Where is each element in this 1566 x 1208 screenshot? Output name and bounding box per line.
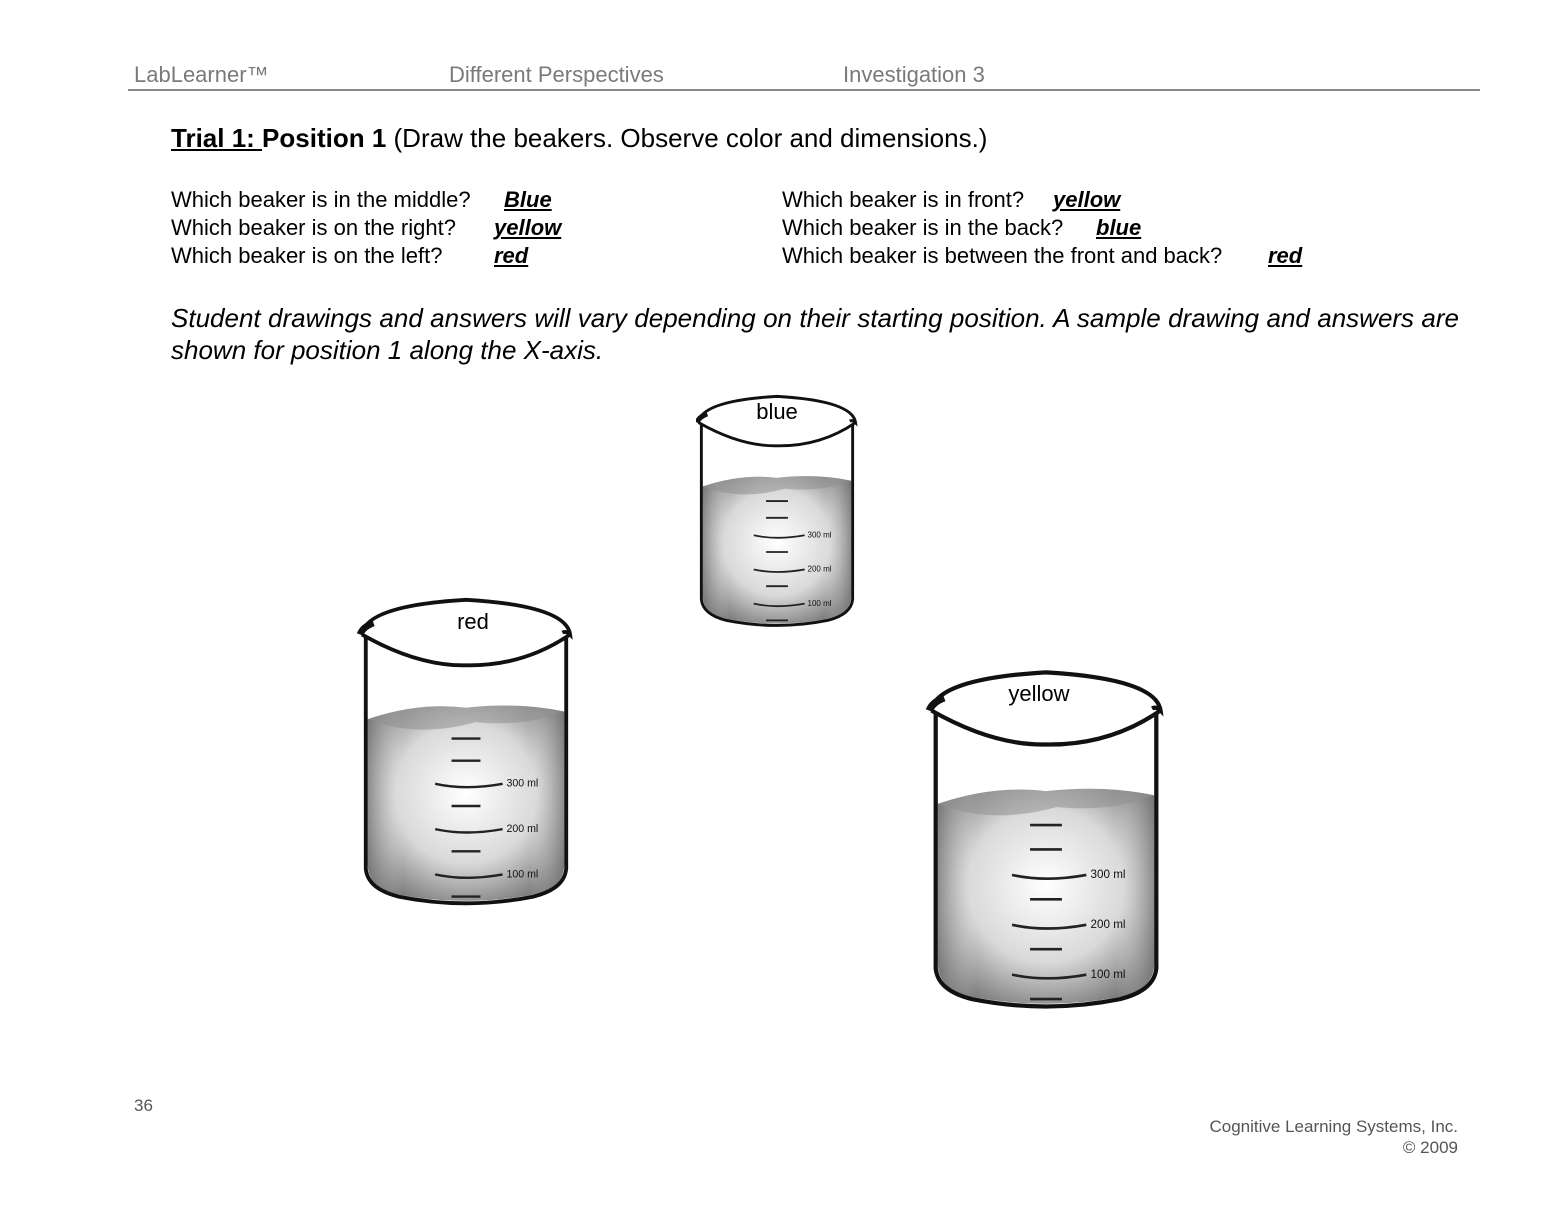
question-row [782,242,1482,270]
answer-text: Blue [504,187,552,212]
beaker-red-drawing [355,594,577,912]
beaker-yellow-label: yellow [1008,681,1070,706]
question-row [782,186,1482,214]
questions-left [171,186,771,270]
question-text: Which beaker is on the right? [171,215,456,240]
trial-title [171,123,987,154]
answer-text: red [494,243,529,268]
questions-right [782,186,1482,270]
answer-text: yellow [1053,187,1121,212]
graduation-100-label: 100 ml [1090,967,1126,981]
footer-credit [1209,1116,1458,1158]
beaker-red-label: red [457,609,489,634]
footer-company: Cognitive Learning Systems, Inc. [1209,1117,1458,1136]
graduation-100-label: 100 ml [506,868,539,881]
answer-text: blue [1096,215,1142,240]
trial-instruction: (Draw the beakers. Observe color and dimensions.) [386,123,988,153]
beaker-blue-drawing [696,392,858,632]
beaker-yellow-drawing [925,666,1167,1016]
page-number: 36 [134,1096,153,1115]
header-section: Different Perspectives [449,62,664,87]
trial-label: Trial 1: [171,123,263,153]
question-text: Which beaker is between the front and back? [782,243,1223,268]
question-text: Which beaker is in the back? [782,215,1064,240]
beaker-blue-label: blue [756,399,798,424]
footer-copyright: © 2009 [1402,1138,1458,1157]
header-brand: LabLearner™ [134,62,269,87]
answer-text: yellow [494,215,562,240]
question-row [782,214,1482,242]
answer-text: red [1268,243,1303,268]
sample-note: Student drawings and answers will vary depending on their starting position. A sample drawing and answers are shown for position 1 along the X-axis. [171,303,1459,365]
graduation-200-label: 200 ml [506,823,539,836]
question-text: Which beaker is on the left? [171,243,443,268]
question-row [171,242,771,270]
graduation-300-label: 300 ml [506,777,539,790]
graduation-200-label: 200 ml [807,564,832,574]
graduation-100-label: 100 ml [807,598,832,608]
graduation-300-label: 300 ml [807,530,832,540]
question-row [171,214,771,242]
trial-position: Position 1 [262,123,387,153]
graduation-300-label: 300 ml [1090,868,1126,882]
header-divider [128,89,1480,91]
header-investigation: Investigation 3 [843,62,985,87]
question-text: Which beaker is in front? [782,187,1025,212]
question-text: Which beaker is in the middle? [171,187,471,212]
question-row [171,186,771,214]
graduation-200-label: 200 ml [1090,917,1126,931]
